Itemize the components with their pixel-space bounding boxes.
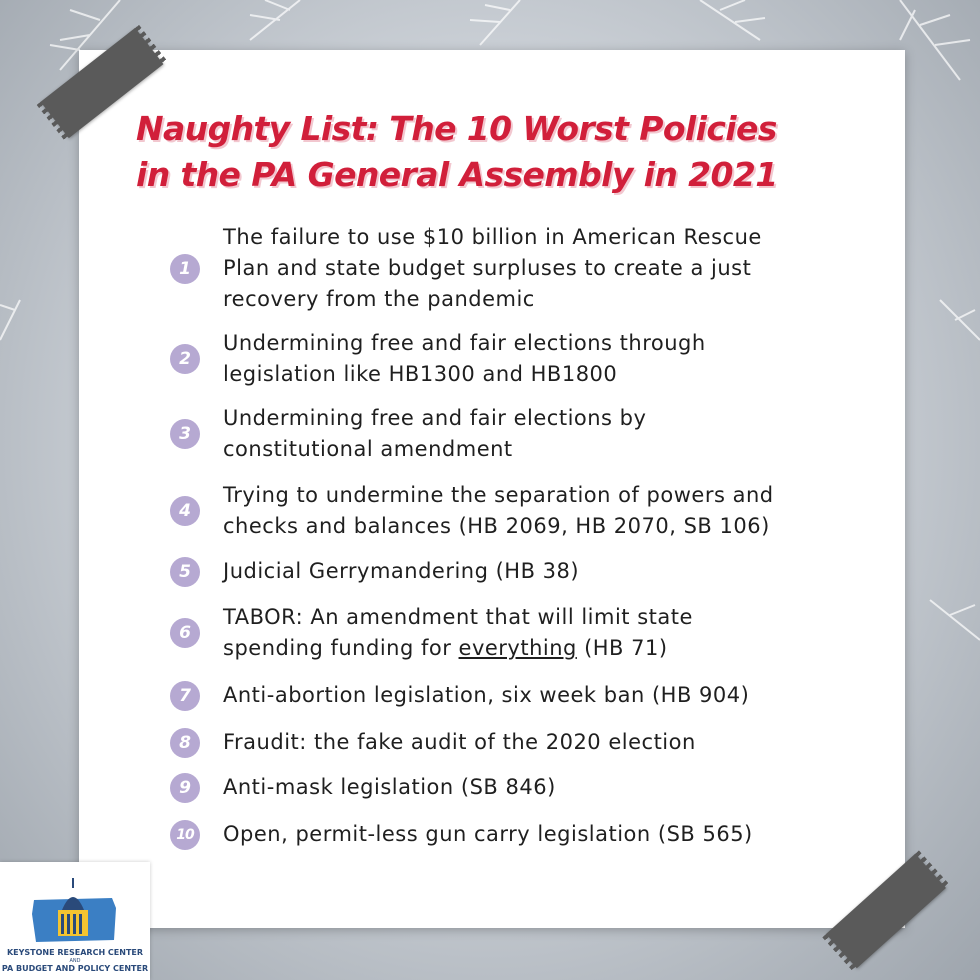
list-item-4 xyxy=(170,480,870,542)
item-text-9: Anti-mask legislation (SB 846) xyxy=(223,775,556,799)
logo-text-pa-budget: PA BUDGET AND POLICY CENTER xyxy=(1,964,149,973)
number-badge-9: 9 xyxy=(170,773,200,803)
capitol-state-icon xyxy=(28,874,122,946)
list-item-5 xyxy=(170,556,870,587)
underlined-word: everything xyxy=(458,636,577,660)
number-badge-1: 1 xyxy=(170,254,200,284)
list-item-7 xyxy=(170,680,870,711)
number-badge-4: 4 xyxy=(170,496,200,526)
item-text-5: Judicial Gerrymandering (HB 38) xyxy=(223,559,580,583)
list-item-8 xyxy=(170,727,870,758)
number-badge-3: 3 xyxy=(170,419,200,449)
title-line-1: Naughty List: The 10 Worst Policies xyxy=(136,109,777,148)
number-badge-8: 8 xyxy=(170,728,200,758)
page-title xyxy=(136,106,876,198)
item-text-10: Open, permit-less gun carry legislation (SB 565) xyxy=(223,822,753,846)
item-text-2: Undermining free and fair elections through legislation like HB1300 and HB1800 xyxy=(223,331,706,386)
item-text-3: Undermining free and fair elections by constitutional amendment xyxy=(223,406,647,461)
list-item-1 xyxy=(170,222,870,315)
item-text-8: Fraudit: the fake audit of the 2020 election xyxy=(223,730,696,754)
list-item-2 xyxy=(170,328,870,390)
number-badge-6: 6 xyxy=(170,618,200,648)
organization-logo xyxy=(0,862,150,980)
list-item-3 xyxy=(170,403,870,465)
number-badge-10: 10 xyxy=(170,820,200,850)
number-badge-5: 5 xyxy=(170,557,200,587)
item-text-1: The failure to use $10 billion in American Rescue Plan and state budget surpluses to create a just recovery from the pandemic xyxy=(223,225,762,311)
number-badge-2: 2 xyxy=(170,344,200,374)
item-text-6: TABOR: An amendment that will limit state spending funding for everything (HB 71) xyxy=(223,605,693,660)
list-item-9 xyxy=(170,772,870,803)
item-text-4: Trying to undermine the separation of powers and checks and balances (HB 2069, HB 2070, SB 106) xyxy=(223,483,774,538)
logo-text-and: AND xyxy=(69,958,81,964)
number-badge-7: 7 xyxy=(170,681,200,711)
list-item-6 xyxy=(170,602,870,664)
list-item-10 xyxy=(170,819,870,850)
title-line-2: in the PA General Assembly in 2021 xyxy=(136,155,778,194)
logo-text-keystone: KEYSTONE RESEARCH CENTER xyxy=(6,948,144,957)
item-text-7: Anti-abortion legislation, six week ban (HB 904) xyxy=(223,683,750,707)
